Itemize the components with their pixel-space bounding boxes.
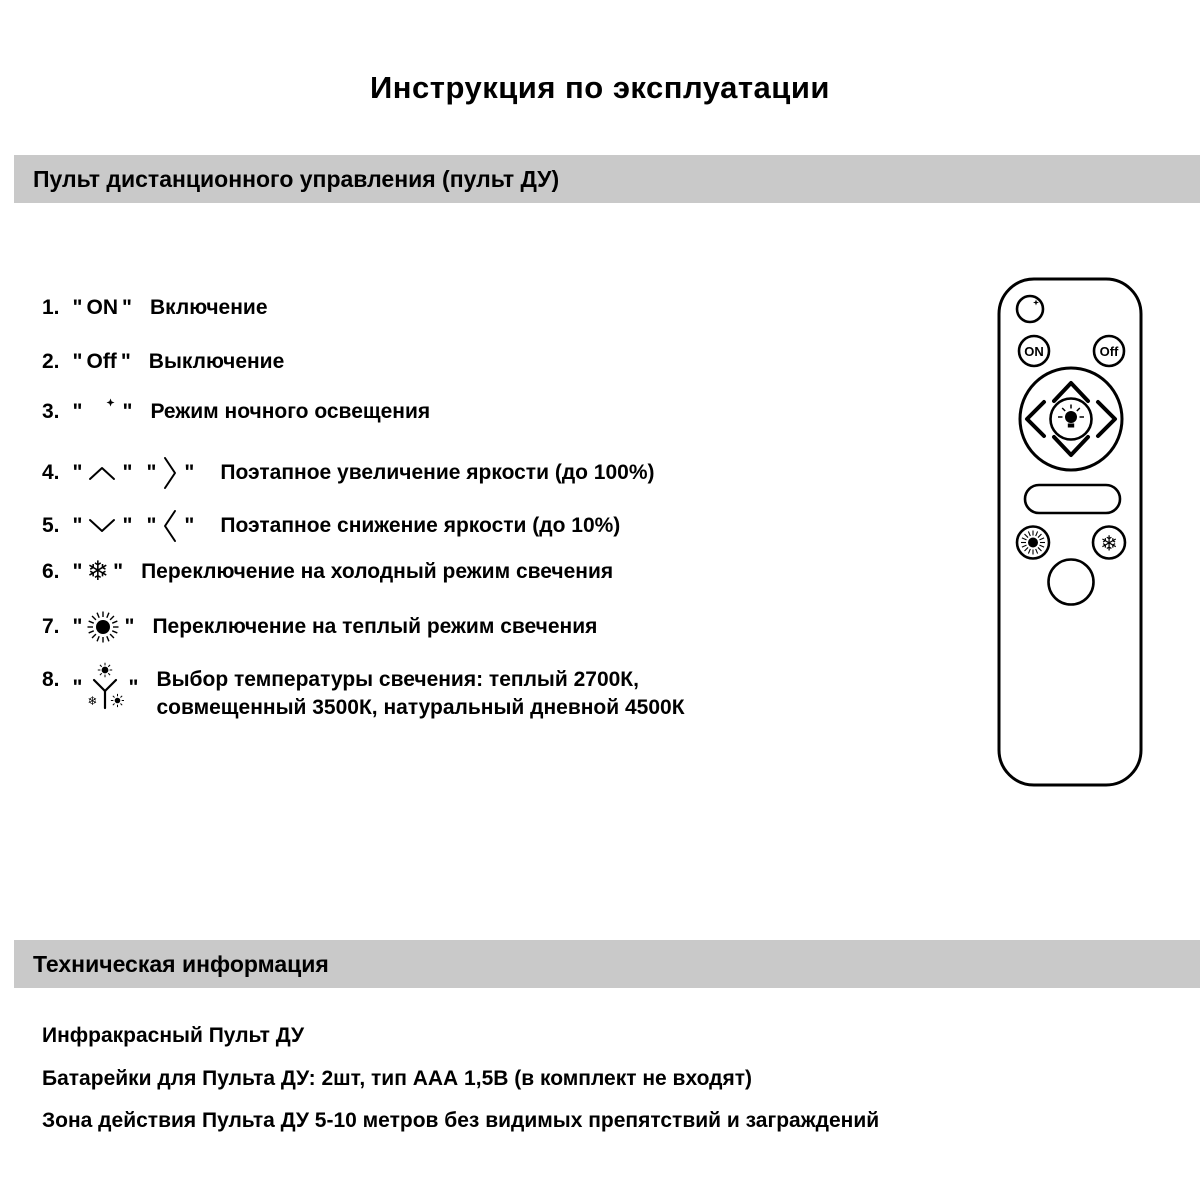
instruction-item-7 xyxy=(42,610,597,644)
instruction-item-3 xyxy=(42,396,430,428)
quote-mark: " xyxy=(122,400,133,423)
tech-info-line: Зона действия Пульта ДУ 5-10 метров без видимых препятствий и заграждений xyxy=(42,1109,880,1132)
snowflake-icon: ❄ xyxy=(1100,531,1118,556)
warm-sun-icon xyxy=(86,610,120,644)
angle-right-icon xyxy=(160,453,180,493)
item-number: 5. xyxy=(42,514,60,537)
quote-mark: " xyxy=(72,676,83,699)
item-number: 3. xyxy=(42,400,60,423)
angle-left-token xyxy=(142,506,198,546)
quote-mark: " xyxy=(146,514,157,537)
quote-mark: " xyxy=(72,461,83,484)
quote-mark: " xyxy=(72,400,83,423)
color-temperature-select-icon xyxy=(86,662,124,710)
quote-mark: " xyxy=(124,615,135,638)
remote-warm-mode-button xyxy=(1017,527,1049,559)
item-text: Включение xyxy=(149,296,268,319)
item-number: 8. xyxy=(42,668,60,691)
item-text: Переключение на холодный режим свечения xyxy=(141,559,614,583)
item-number: 7. xyxy=(42,615,60,638)
moon-star-icon xyxy=(86,396,118,428)
item-text: Режим ночного освещения xyxy=(150,400,431,423)
quote-mark: " xyxy=(72,350,83,373)
chevron-up-icon xyxy=(86,460,118,486)
quote-mark: " xyxy=(72,514,83,537)
sun-icon xyxy=(1028,538,1038,548)
chevron-down-icon xyxy=(86,513,118,539)
instruction-item-5 xyxy=(42,506,620,546)
tech-info-line: Батарейки для Пульта ДУ: 2шт, тип ААА 1,5В (в комплект не входят) xyxy=(42,1067,753,1090)
off-token xyxy=(69,350,135,374)
snowflake-token xyxy=(69,558,128,585)
on-button-label: ON xyxy=(86,296,118,319)
instruction-item-8 xyxy=(42,666,685,722)
color-temperature-token xyxy=(69,666,143,710)
quote-mark: " xyxy=(184,514,195,537)
tech-info-line: Инфракрасный Пульт ДУ xyxy=(42,1024,305,1047)
item-text-line1: Выбор температуры свечения: теплый 2700К, xyxy=(156,668,639,691)
warm-sun-token xyxy=(69,610,139,644)
quote-mark: " xyxy=(113,559,124,583)
item-text: Поэтапное снижение яркости (до 10%) xyxy=(220,514,621,537)
page-title: Инструкция по эксплуатации xyxy=(370,70,830,105)
quote-mark: " xyxy=(120,350,131,373)
off-button-label: Off xyxy=(86,350,117,373)
quote-mark: " xyxy=(121,296,132,319)
chevron-down-token xyxy=(69,513,137,539)
mini-sun-right-icon xyxy=(111,694,124,707)
section-header-remote-label: Пульт дистанционного управления (пульт ДУ) xyxy=(33,165,560,192)
snowflake-icon: ❄ xyxy=(86,556,110,586)
moon-token xyxy=(69,396,137,428)
instruction-item-6 xyxy=(42,558,613,585)
quote-mark: " xyxy=(146,461,157,484)
quote-mark: " xyxy=(122,514,133,537)
mini-sun-top-icon xyxy=(98,663,112,677)
quote-mark: " xyxy=(128,676,139,699)
instruction-item-1 xyxy=(42,296,268,320)
item-text: Переключение на теплый режим свечения xyxy=(152,615,598,638)
quote-mark: " xyxy=(72,615,83,638)
section-header-tech xyxy=(14,940,1200,988)
item-number: 6. xyxy=(42,559,60,583)
remote-control-diagram xyxy=(995,277,1145,787)
item-number: 2. xyxy=(42,350,60,373)
mini-snowflake-icon: ❄ xyxy=(87,694,99,708)
instruction-item-2 xyxy=(42,350,284,374)
quote-mark: " xyxy=(72,296,83,319)
item-number: 4. xyxy=(42,461,60,484)
quote-mark: " xyxy=(122,461,133,484)
item-text-line2: совмещенный 3500К, натуральный дневной 4500К xyxy=(156,696,685,719)
on-token xyxy=(69,296,136,320)
item-number: 1. xyxy=(42,296,60,319)
item-text: Выключение xyxy=(148,350,285,373)
section-header-remote xyxy=(14,155,1200,203)
chevron-up-token xyxy=(69,460,137,486)
angle-left-icon xyxy=(160,506,180,546)
item-text xyxy=(156,666,684,722)
quote-mark: " xyxy=(72,559,83,583)
instruction-item-4 xyxy=(42,453,655,493)
remote-on-label: ON xyxy=(1024,344,1044,359)
quote-mark: " xyxy=(184,461,195,484)
item-text: Поэтапное увеличение яркости (до 100%) xyxy=(220,461,655,484)
angle-right-token xyxy=(142,453,198,493)
section-header-tech-label: Техническая информация xyxy=(33,950,329,977)
remote-off-label: Off xyxy=(1099,344,1119,359)
